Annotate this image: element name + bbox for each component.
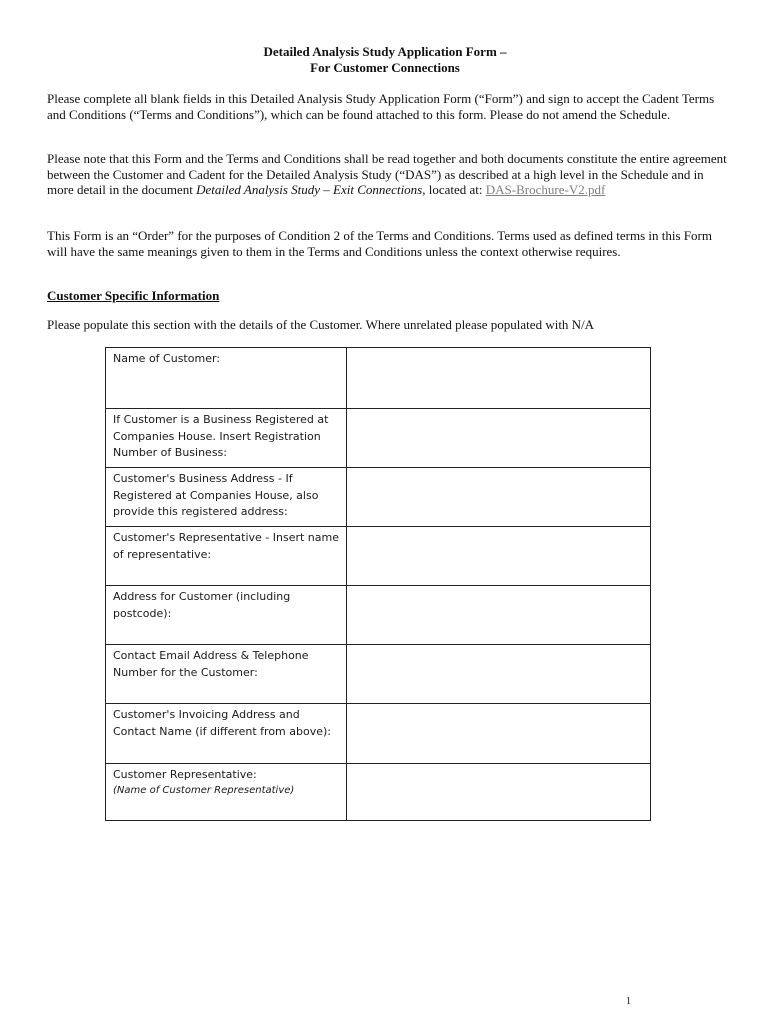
brochure-link[interactable]: DAS-Brochure-V2.pdf bbox=[485, 182, 606, 197]
table-row bbox=[106, 348, 651, 409]
intro-paragraph-1: Please complete all blank fields in this Detailed Analysis Study Application Form (“Form”) and sign to accept the Cadent Terms and Conditions (“Terms and Conditions”), which can be found attached to this form. Please do not amend the Schedule. bbox=[47, 91, 715, 122]
row-label: If Customer is a Business Registered at Companies House. Insert Registration Number of Business: bbox=[106, 409, 347, 468]
representative-name-field[interactable] bbox=[347, 527, 651, 586]
table-row bbox=[106, 468, 651, 527]
title-line-1: Detailed Analysis Study Application Form – bbox=[263, 44, 507, 59]
section-heading: Customer Specific Information bbox=[47, 288, 220, 303]
title-line-2: For Customer Connections bbox=[310, 60, 460, 75]
intro-paragraph-3: This Form is an “Order” for the purposes of Condition 2 of the Terms and Conditions. Terms used as defined terms in this Form will have the same meanings given to them in the Terms and Conditions unless the context otherwise requires. bbox=[47, 228, 712, 259]
para2-document-title: Detailed Analysis Study – Exit Connections bbox=[196, 182, 423, 197]
row-sublabel: (Name of Customer Representative) bbox=[113, 784, 295, 796]
registration-number-field[interactable] bbox=[347, 409, 651, 468]
row-label: Customer's Representative - Insert name of representative: bbox=[106, 527, 347, 586]
row-label: Name of Customer: bbox=[106, 348, 347, 409]
row-label-text: Customer Representative: bbox=[113, 768, 257, 781]
table-row bbox=[106, 645, 651, 704]
business-address-field[interactable] bbox=[347, 468, 651, 527]
section-instruction: Please populate this section with the details of the Customer. Where unrelated please populated with N/A bbox=[47, 317, 595, 332]
table-row bbox=[106, 704, 651, 764]
row-label: Address for Customer (including postcode): bbox=[106, 586, 347, 645]
form-title bbox=[0, 44, 770, 76]
table-row bbox=[106, 586, 651, 645]
para2-text-after: , located at: bbox=[422, 182, 486, 197]
customer-info-table bbox=[105, 347, 651, 821]
row-label: Customer's Invoicing Address and Contact Name (if different from above): bbox=[106, 704, 347, 764]
customer-name-field[interactable] bbox=[347, 348, 651, 409]
table-row bbox=[106, 527, 651, 586]
invoicing-address-field[interactable] bbox=[347, 704, 651, 764]
row-label bbox=[106, 764, 347, 821]
row-label: Contact Email Address & Telephone Number for the Customer: bbox=[106, 645, 347, 704]
page-number: 1 bbox=[626, 996, 631, 1007]
table-row bbox=[106, 409, 651, 468]
contact-email-phone-field[interactable] bbox=[347, 645, 651, 704]
row-label: Customer's Business Address - If Registered at Companies House, also provide this registered address: bbox=[106, 468, 347, 527]
customer-address-field[interactable] bbox=[347, 586, 651, 645]
table-row bbox=[106, 764, 651, 821]
para2-text-before: Please note that this Form and the Terms and Conditions shall be read together and both documents constitute the entire agreement between the Customer and Cadent for the Detailed Analysis Study (“DAS”) as described at a high level in the Schedule and in more detail in the document bbox=[47, 151, 727, 197]
intro-paragraph-2 bbox=[47, 151, 727, 198]
customer-representative-field[interactable] bbox=[347, 764, 651, 821]
